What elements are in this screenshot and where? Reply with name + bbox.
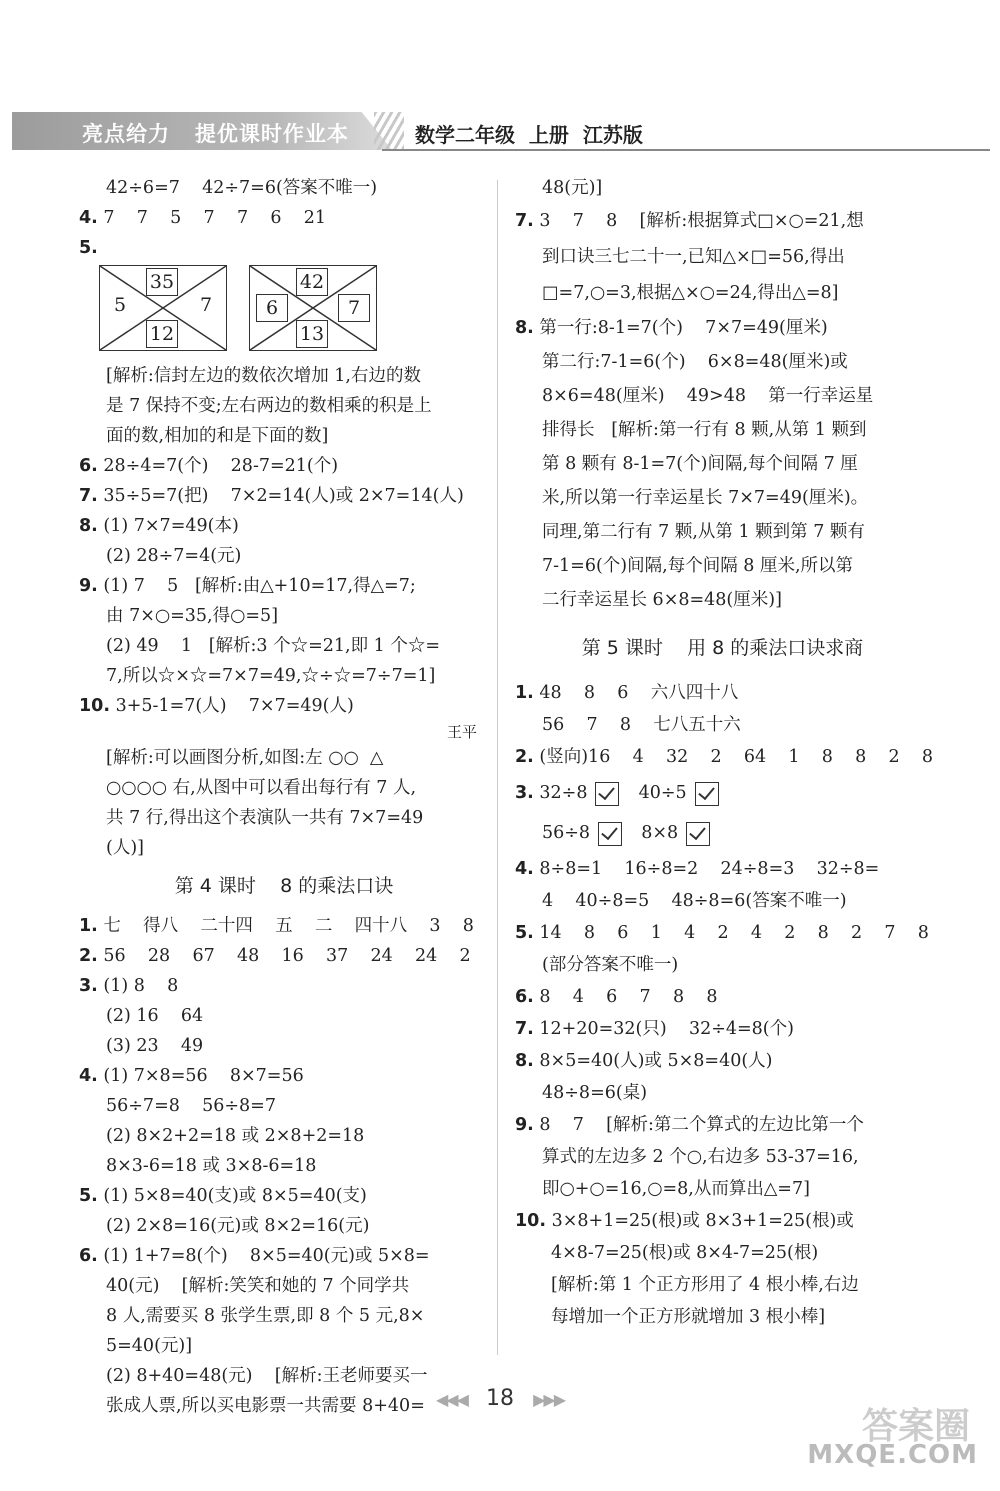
question-number: 5. xyxy=(79,1186,98,1206)
explanation-line: ○○○○ 右,从图中可以看出每行有 7 人, xyxy=(106,778,417,798)
s5-answer-q8 xyxy=(515,1045,930,1077)
question-number: 4. xyxy=(79,208,98,228)
book-subtitle: 数学二年级 上册 江苏版 xyxy=(415,123,643,147)
question-number: 1. xyxy=(79,916,98,936)
answer-text: 第一行:8-1=7(个) 7×7=49(厘米) xyxy=(539,318,828,338)
answer-text: 48 8 6 六八四十八 xyxy=(539,683,739,703)
column-divider xyxy=(497,180,498,1355)
s5-answer-q1 xyxy=(515,677,930,709)
answer-q5 xyxy=(79,233,489,263)
answer-line: 第 8 颗有 8-1=7(个)间隔,每个间隔 7 厘 xyxy=(542,454,858,474)
question-number: 7. xyxy=(515,211,534,231)
right-column xyxy=(515,173,934,1333)
answer-line: 8 人,需要买 8 张学生票,即 8 个 5 元,8× xyxy=(106,1306,425,1326)
question-number: 7. xyxy=(79,486,98,506)
answer-text: 8×5=40(人)或 5×8=40(人) xyxy=(539,1051,773,1071)
check-box-icon xyxy=(695,782,719,806)
question-number: 2. xyxy=(79,946,98,966)
question-number: 8. xyxy=(79,516,98,536)
question-number: 9. xyxy=(515,1115,534,1135)
envelope-right-number: 7 xyxy=(200,294,213,316)
s4-answer-q5 xyxy=(79,1181,489,1211)
answer-text: (竖向)16 4 32 2 64 1 8 8 2 8 xyxy=(539,747,934,767)
envelope-2 xyxy=(249,265,377,351)
answer-text: (1) 1+7=8(个) 8×5=40(元)或 5×8= xyxy=(103,1246,430,1266)
answer-text: (1) 7×8=56 8×7=56 xyxy=(103,1066,304,1086)
answer-text: (1) 7×7=49(本) xyxy=(103,516,239,536)
question-number: 5. xyxy=(79,238,98,258)
answer-q10 xyxy=(79,691,489,721)
question-number: 9. xyxy=(79,576,98,596)
expression: 8×8 xyxy=(641,823,679,843)
s5-answer-q7 xyxy=(515,1013,930,1045)
answer-text: 7 7 5 7 7 6 21 xyxy=(103,208,326,228)
question-number: 6. xyxy=(79,1246,98,1266)
answer-line: 到口诀三七二十一,已知△×□=56,得出 xyxy=(542,247,845,267)
answer-text: 12+20=32(只) 32÷4=8(个) xyxy=(539,1019,794,1039)
answer-line: (2) 28÷7=4(元) xyxy=(106,546,242,566)
expression: 56÷8 xyxy=(542,823,591,843)
s4-answer-q3 xyxy=(79,971,489,1001)
answer-line: 56 7 8 七八五十六 xyxy=(542,715,741,735)
prev-arrows-icon: ◀◀◀ xyxy=(435,1390,467,1409)
answer-text: (1) 7 5 [解析:由△+10=17,得△=7; xyxy=(103,576,416,596)
s5-answer-q3 xyxy=(515,773,930,813)
answer-line: 8×6=48(厘米) 49>48 第一行幸运星 xyxy=(542,386,874,406)
explanation-line: [解析:信封左边的数依次增加 1,右边的数 xyxy=(106,366,421,386)
page-footer xyxy=(0,1386,1000,1411)
s5-answer-q10 xyxy=(515,1205,930,1237)
s5-answer-q9 xyxy=(515,1109,930,1141)
answer-line: 米,所以第一行幸运星长 7×7=49(厘米)。 xyxy=(542,488,869,508)
answer-line: 7,所以☆×☆=7×7=49,☆÷☆=7÷7=1] xyxy=(106,666,436,686)
expression: 40÷5 xyxy=(638,783,687,803)
answer-text: 8 4 6 7 8 8 xyxy=(539,987,718,1007)
section-title-5: 第 5 课时 用 8 的乘法口诀求商 xyxy=(581,637,864,659)
answer-line: (2) 8×2+2=18 或 2×8+2=18 xyxy=(106,1126,365,1146)
answer-q8 xyxy=(515,311,930,345)
answer-q6 xyxy=(79,451,489,481)
answer-line: (2) 8+40=48(元) [解析:王老师要买一 xyxy=(106,1366,428,1386)
answer-text: 14 8 6 1 4 2 4 2 8 2 7 8 xyxy=(539,923,929,943)
s4-answer-q1 xyxy=(79,911,489,941)
question-number: 10. xyxy=(515,1211,547,1231)
question-number: 8. xyxy=(515,318,534,338)
answer-line: 第二行:7-1=6(个) 6×8=48(厘米)或 xyxy=(542,352,848,372)
answer-line: 4 40÷8=5 48÷8=6(答案不唯一) xyxy=(542,891,847,911)
question-number: 10. xyxy=(79,696,111,716)
explanation-line: 每增加一个正方形就增加 3 根小棒] xyxy=(551,1307,826,1327)
answer-line: 40(元) [解析:笑笑和她的 7 个同学共 xyxy=(106,1276,410,1296)
s4-answer-q6 xyxy=(79,1241,489,1271)
explanation-line: 面的数,相加的和是下面的数] xyxy=(106,426,329,446)
answer-text: 3×8+1=25(根)或 8×3+1=25(根)或 xyxy=(551,1211,854,1231)
answer-text: (1) 8 8 xyxy=(103,976,179,996)
page-number: 18 xyxy=(486,1386,514,1411)
s5-answer-q6 xyxy=(515,981,930,1013)
answer-line: (2) 16 64 xyxy=(106,1006,204,1026)
answer-line: 48(元)] xyxy=(542,178,603,198)
s5-answer-q2 xyxy=(515,741,934,773)
watermark-logo: 答案圈 xyxy=(861,1406,970,1447)
expression: 32÷8 xyxy=(539,783,588,803)
answer-q7 xyxy=(515,203,930,239)
envelope-bottom-number: 12 xyxy=(146,320,178,348)
envelope-top-number: 42 xyxy=(296,268,328,296)
answer-text: 七 得八 二十四 五 二 四十八 3 8 xyxy=(103,916,474,936)
answer-line: (3) 23 49 xyxy=(106,1036,204,1056)
answer-text: (1) 5×8=40(支)或 8×5=40(支) xyxy=(103,1186,367,1206)
check-box-icon xyxy=(595,782,619,806)
header-stripes xyxy=(374,112,404,150)
question-number: 3. xyxy=(79,976,98,996)
question-number: 8. xyxy=(515,1051,534,1071)
envelope-right-number: 7 xyxy=(338,294,370,322)
s4-answer-q4 xyxy=(79,1061,489,1091)
answer-text: 3 7 8 [解析:根据算式□×○=21,想 xyxy=(539,211,864,231)
answer-line: 由 7×○=35,得○=5] xyxy=(106,606,279,626)
answer-q7 xyxy=(79,481,489,511)
s5-answer-q5 xyxy=(515,917,930,949)
answer-line: (2) 2×8=16(元)或 8×2=16(元) xyxy=(106,1216,370,1236)
envelope-bottom-number: 13 xyxy=(296,320,328,348)
answer-line: 4×8-7=25(根)或 8×4-7=25(根) xyxy=(551,1243,819,1263)
answer-line: 42÷6=7 42÷7=6(答案不唯一) xyxy=(106,178,378,198)
answer-text: 28÷4=7(个) 28-7=21(个) xyxy=(103,456,339,476)
answer-line: 8×3-6=18 或 3×8-6=18 xyxy=(106,1156,317,1176)
question-number: 4. xyxy=(515,859,534,879)
envelope-left-number: 6 xyxy=(256,294,288,322)
watermark-site: MXQE.COM xyxy=(807,1440,978,1470)
check-box-icon xyxy=(686,822,710,846)
explanation-line: (人)] xyxy=(106,838,144,858)
question-number: 6. xyxy=(79,456,98,476)
question-number: 7. xyxy=(515,1019,534,1039)
left-column xyxy=(79,173,489,1421)
envelope-figures xyxy=(99,265,489,355)
envelope-left-number: 5 xyxy=(114,294,127,316)
answer-text: 3+5-1=7(人) 7×7=49(人) xyxy=(115,696,354,716)
explanation-line: 共 7 行,得出这个表演队一共有 7×7=49 xyxy=(106,808,424,828)
explanation-line: 是 7 保持不变;左右两边的数相乘的积是上 xyxy=(106,396,432,416)
question-number: 3. xyxy=(515,783,534,803)
explanation-line: [解析:可以画图分析,如图:左 ○○ △ xyxy=(106,748,384,768)
header-rule xyxy=(382,149,990,151)
answer-text: 8÷8=1 16÷8=2 24÷8=3 32÷8= xyxy=(539,859,880,879)
answer-line: □=7,○=3,根据△×○=24,得出△=8] xyxy=(542,283,839,303)
answer-text: 35÷5=7(把) 7×2=14(人)或 2×7=14(人) xyxy=(103,486,464,506)
question-number: 1. xyxy=(515,683,534,703)
s4-answer-q2 xyxy=(79,941,489,971)
answer-line: 二行幸运星长 6×8=48(厘米)] xyxy=(542,590,782,610)
answer-line: 排得长 [解析:第一行有 8 颗,从第 1 颗到 xyxy=(542,420,867,440)
handwritten-note: 王平 xyxy=(446,723,477,741)
answer-text: 56 28 67 48 16 37 24 24 2 xyxy=(103,946,471,966)
book-title: 亮点给力 提优课时作业本 xyxy=(82,122,349,146)
answer-line xyxy=(515,813,930,853)
explanation-line: [解析:第 1 个正方形用了 4 根小棒,右边 xyxy=(551,1275,859,1295)
answer-line: 5=40(元)] xyxy=(106,1336,193,1356)
answer-line: (2) 49 1 [解析:3 个☆=21,即 1 个☆= xyxy=(106,636,441,656)
question-number: 6. xyxy=(515,987,534,1007)
answer-text: 8 7 [解析:第二个算式的左边比第一个 xyxy=(539,1115,864,1135)
question-number: 4. xyxy=(79,1066,98,1086)
check-box-icon xyxy=(598,822,622,846)
question-number: 2. xyxy=(515,747,534,767)
answer-line: 7-1=6(个)间隔,每个间隔 8 厘米,所以第 xyxy=(542,556,854,576)
answer-q8 xyxy=(79,511,489,541)
next-arrows-icon: ▶▶▶ xyxy=(533,1390,565,1409)
answer-line: 张成人票,所以买电影票一共需要 8+40= xyxy=(106,1396,425,1416)
answer-line: 算式的左边多 2 个○,右边多 53-37=16, xyxy=(542,1147,859,1167)
answer-q9 xyxy=(79,571,489,601)
question-number: 5. xyxy=(515,923,534,943)
answer-line: 56÷7=8 56÷8=7 xyxy=(106,1096,276,1116)
envelope-1 xyxy=(99,265,227,351)
section-title-4: 第 4 课时 8 的乘法口诀 xyxy=(174,875,394,897)
s5-answer-q4 xyxy=(515,853,930,885)
answer-line: 48÷8=6(桌) xyxy=(542,1083,648,1103)
answer-line: 同理,第二行有 7 颗,从第 1 颗到第 7 颗有 xyxy=(542,522,865,542)
answer-q4 xyxy=(79,203,489,233)
answer-line: 即○+○=16,○=8,从而算出△=7] xyxy=(542,1179,810,1199)
page-header xyxy=(12,112,990,152)
envelope-top-number: 35 xyxy=(146,268,178,296)
answer-line: (部分答案不唯一) xyxy=(542,955,679,975)
